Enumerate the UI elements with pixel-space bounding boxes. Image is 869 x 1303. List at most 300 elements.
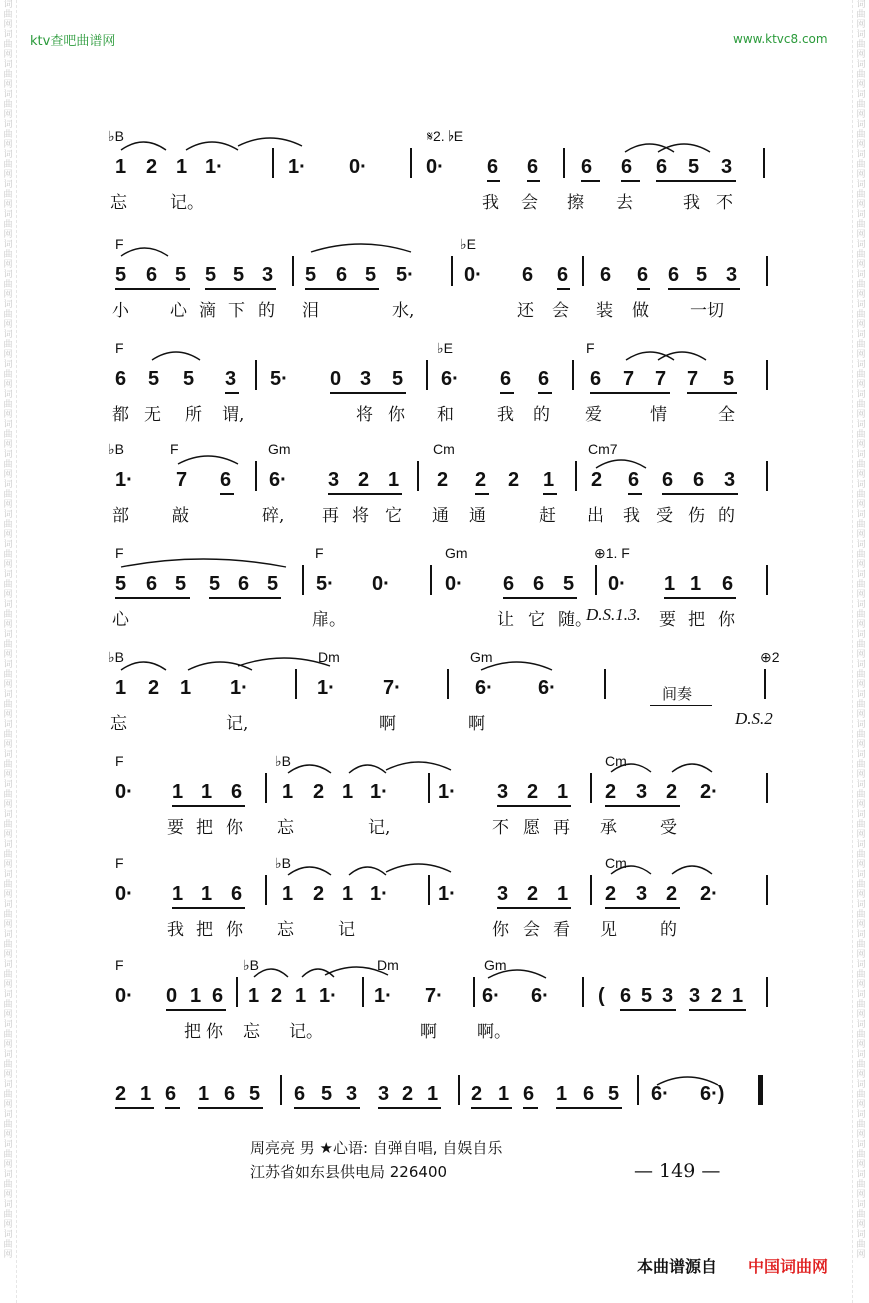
lyric-char: 随。 bbox=[558, 610, 592, 630]
margin-watermark-char: 曲 bbox=[856, 670, 866, 680]
margin-watermark-char: 网 bbox=[856, 980, 866, 990]
note: 6 bbox=[212, 985, 224, 1007]
margin-watermark-char: 词 bbox=[3, 270, 13, 280]
lyric-char: 把 bbox=[184, 1022, 201, 1042]
note: 2· bbox=[700, 883, 718, 905]
note: 7 bbox=[176, 469, 188, 491]
lyric-char: 出 bbox=[587, 506, 604, 526]
margin-watermark-char: 词 bbox=[3, 1200, 13, 1210]
margin-watermark-char: 网 bbox=[3, 770, 13, 780]
margin-watermark-char: 词 bbox=[3, 480, 13, 490]
note: 0· bbox=[349, 156, 367, 178]
margin-watermark-char: 曲 bbox=[3, 880, 13, 890]
note: 3 bbox=[346, 1083, 358, 1105]
lyric-char: 你 bbox=[718, 610, 735, 630]
margin-watermark-char: 曲 bbox=[3, 220, 13, 230]
note: 3 bbox=[689, 985, 701, 1007]
note: 3 bbox=[378, 1083, 390, 1105]
margin-watermark-char: 网 bbox=[3, 560, 13, 570]
note: 6 bbox=[523, 1083, 535, 1105]
margin-watermark-char: 曲 bbox=[856, 520, 866, 530]
margin-watermark-char: 词 bbox=[856, 1110, 866, 1120]
note: 6· bbox=[538, 677, 556, 699]
note: 0· bbox=[608, 573, 626, 595]
slur-arc bbox=[288, 765, 331, 773]
note: 3 bbox=[360, 368, 372, 390]
note: 6 bbox=[115, 368, 127, 390]
margin-watermark-char: 网 bbox=[856, 1070, 866, 1080]
note: 0· bbox=[426, 156, 444, 178]
note: 3 bbox=[497, 781, 509, 803]
note: 5 bbox=[115, 264, 127, 286]
lyric-char: 敲 bbox=[172, 506, 189, 526]
margin-watermark-char: 网 bbox=[856, 260, 866, 270]
margin-watermark-char: 词 bbox=[856, 720, 866, 730]
lyric-char: 它 bbox=[385, 506, 402, 526]
margin-watermark-char: 曲 bbox=[3, 790, 13, 800]
lyric-char: 受 bbox=[660, 818, 677, 838]
margin-watermark-char: 网 bbox=[856, 440, 866, 450]
margin-watermark-char: 词 bbox=[856, 150, 866, 160]
note: 2 bbox=[271, 985, 283, 1007]
margin-watermark-char: 网 bbox=[3, 1190, 13, 1200]
note: 1 bbox=[201, 883, 213, 905]
margin-watermark-char: 曲 bbox=[3, 310, 13, 320]
note: 6 bbox=[220, 469, 232, 491]
note: 6 bbox=[224, 1083, 236, 1105]
note: 5 bbox=[608, 1083, 620, 1105]
margin-watermark-char: 网 bbox=[3, 380, 13, 390]
slur-arc bbox=[288, 867, 331, 875]
note: 1 bbox=[557, 781, 569, 803]
margin-watermark-char: 网 bbox=[3, 800, 13, 810]
chord-symbol: Cm bbox=[605, 855, 627, 871]
note: 2 bbox=[527, 781, 539, 803]
note: 1· bbox=[317, 677, 335, 699]
margin-watermark-char: 网 bbox=[3, 530, 13, 540]
margin-watermark-char: 网 bbox=[3, 740, 13, 750]
margin-watermark-char: 词 bbox=[856, 960, 866, 970]
margin-watermark-char: 词 bbox=[856, 90, 866, 100]
note: 1 bbox=[342, 883, 354, 905]
margin-watermark-char: 网 bbox=[856, 950, 866, 960]
note: 6· bbox=[441, 368, 459, 390]
lyric-char: 你 bbox=[388, 405, 405, 425]
note: 6· bbox=[475, 677, 493, 699]
note: 5 bbox=[365, 264, 377, 286]
lyric-char: 会 bbox=[552, 301, 569, 321]
margin-watermark-char: 词 bbox=[3, 510, 13, 520]
margin-watermark-char: 词 bbox=[856, 420, 866, 430]
lyric-char: 赶 bbox=[539, 506, 556, 526]
margin-watermark-char: 网 bbox=[3, 440, 13, 450]
note: 2 bbox=[508, 469, 520, 491]
lyric-char: 和 bbox=[437, 405, 454, 425]
lyric-char: 我 bbox=[167, 920, 184, 940]
note: 2 bbox=[471, 1083, 483, 1105]
dal-segno-marking: D.S.2 bbox=[735, 709, 773, 728]
note: 1· bbox=[288, 156, 306, 178]
note: 6 bbox=[238, 573, 250, 595]
chord-symbol: Gm bbox=[470, 649, 493, 665]
lyric-char: 滴 bbox=[199, 301, 216, 321]
note: 6· bbox=[531, 985, 549, 1007]
slur-arc bbox=[658, 144, 710, 152]
margin-watermark-char: 曲 bbox=[856, 1120, 866, 1130]
slur-arc bbox=[349, 867, 386, 875]
margin-watermark-char: 曲 bbox=[3, 70, 13, 80]
chord-symbol: ♭B bbox=[108, 441, 124, 457]
note: 2 bbox=[527, 883, 539, 905]
lyric-char: 忘 bbox=[277, 818, 294, 838]
margin-watermark-char: 网 bbox=[856, 800, 866, 810]
lyric-char: 你 bbox=[492, 920, 509, 940]
source-site-link[interactable]: 中国词曲网 bbox=[748, 1257, 829, 1276]
margin-watermark-char: 网 bbox=[856, 80, 866, 90]
chord-symbol: F bbox=[115, 855, 124, 871]
margin-watermark-char: 曲 bbox=[856, 610, 866, 620]
dal-segno-marking: D.S.1.3. bbox=[586, 605, 641, 624]
note: 6 bbox=[231, 781, 243, 803]
margin-watermark-char: 曲 bbox=[3, 670, 13, 680]
margin-watermark-char: 网 bbox=[856, 1160, 866, 1170]
margin-watermark-char: 词 bbox=[856, 780, 866, 790]
margin-watermark-char: 曲 bbox=[3, 1150, 13, 1160]
margin-watermark-char: 词 bbox=[3, 750, 13, 760]
margin-watermark-char: 词 bbox=[856, 840, 866, 850]
margin-watermark-char: 网 bbox=[3, 830, 13, 840]
margin-watermark-char: 词 bbox=[3, 240, 13, 250]
lyric-char: 所 bbox=[185, 405, 202, 425]
note: 5· bbox=[396, 264, 414, 286]
chord-symbol: ⊕2 bbox=[760, 649, 780, 665]
slur-arc bbox=[611, 866, 651, 874]
lyric-char: 不 bbox=[716, 193, 733, 213]
margin-watermark-char: 曲 bbox=[856, 400, 866, 410]
lyric-char: 的 bbox=[718, 506, 735, 526]
lyric-char: 记 bbox=[338, 920, 355, 940]
margin-watermark-char: 词 bbox=[3, 780, 13, 790]
note: 3 bbox=[636, 883, 648, 905]
margin-watermark-char: 词 bbox=[3, 720, 13, 730]
margin-watermark-char: 曲 bbox=[856, 880, 866, 890]
margin-watermark-char: 词 bbox=[856, 180, 866, 190]
lyric-char: 碎, bbox=[262, 506, 285, 526]
lyric-char: 它 bbox=[528, 610, 545, 630]
note: 1 bbox=[388, 469, 400, 491]
note: 6 bbox=[656, 156, 668, 178]
note: 1 bbox=[556, 1083, 568, 1105]
margin-watermark-char: 曲 bbox=[856, 550, 866, 560]
margin-watermark-char: 词 bbox=[3, 600, 13, 610]
lyric-char: 不 bbox=[492, 818, 509, 838]
margin-watermark-char: 曲 bbox=[856, 220, 866, 230]
note: 1 bbox=[498, 1083, 510, 1105]
lyric-char: 啊。 bbox=[477, 1022, 511, 1042]
margin-watermark-char: 词 bbox=[3, 390, 13, 400]
margin-watermark-char: 词 bbox=[3, 1170, 13, 1180]
margin-watermark-char: 曲 bbox=[856, 1240, 866, 1250]
note: 2 bbox=[146, 156, 158, 178]
slur-arc bbox=[386, 864, 451, 872]
margin-watermark-char: 曲 bbox=[3, 130, 13, 140]
margin-watermark-char: 网 bbox=[3, 680, 13, 690]
margin-watermark-char: 曲 bbox=[856, 1090, 866, 1100]
margin-watermark-char: 网 bbox=[3, 350, 13, 360]
margin-watermark-char: 曲 bbox=[3, 640, 13, 650]
margin-watermark-char: 曲 bbox=[3, 580, 13, 590]
margin-watermark-char: 词 bbox=[856, 1230, 866, 1240]
margin-watermark-char: 词 bbox=[856, 990, 866, 1000]
note: 1· bbox=[438, 781, 456, 803]
note: 6 bbox=[722, 573, 734, 595]
margin-watermark-char: 网 bbox=[856, 1010, 866, 1020]
note: 3 bbox=[497, 883, 509, 905]
lyric-char: 装 bbox=[596, 301, 613, 321]
lyric-char: 的 bbox=[258, 301, 275, 321]
note: 0· bbox=[464, 264, 482, 286]
note: 1 bbox=[190, 985, 202, 1007]
lyric-char: 忘 bbox=[110, 193, 127, 213]
margin-watermark-char: 曲 bbox=[856, 10, 866, 20]
note: 6 bbox=[581, 156, 593, 178]
lyric-char: 啊 bbox=[420, 1022, 437, 1042]
slur-arc bbox=[658, 352, 706, 360]
note: 1· bbox=[230, 677, 248, 699]
note: 5 bbox=[563, 573, 575, 595]
note: 6· bbox=[269, 469, 287, 491]
lyric-char: 记, bbox=[226, 714, 249, 734]
note: 6· bbox=[651, 1083, 669, 1105]
watermark-right: www.ktvc8.com bbox=[733, 32, 828, 46]
margin-watermark-char: 曲 bbox=[856, 130, 866, 140]
margin-watermark-char: 词 bbox=[856, 120, 866, 130]
note: 0· bbox=[372, 573, 390, 595]
margin-watermark-char: 曲 bbox=[856, 40, 866, 50]
note: 0· bbox=[115, 781, 133, 803]
note: 5 bbox=[696, 264, 708, 286]
margin-watermark-char: 词 bbox=[3, 120, 13, 130]
margin-watermark-char: 词 bbox=[856, 570, 866, 580]
note: 0· bbox=[445, 573, 463, 595]
margin-watermark-char: 曲 bbox=[856, 1030, 866, 1040]
chord-symbol: Gm bbox=[445, 545, 468, 561]
margin-watermark-char: 网 bbox=[856, 890, 866, 900]
note: 2 bbox=[148, 677, 160, 699]
margin-watermark-char: 词 bbox=[3, 1020, 13, 1030]
note: 1 bbox=[282, 781, 294, 803]
note: 3 bbox=[724, 469, 736, 491]
margin-watermark-char: 词 bbox=[856, 1080, 866, 1090]
margin-watermark-char: 词 bbox=[3, 870, 13, 880]
chord-symbol: F bbox=[115, 957, 124, 973]
margin-watermark-char: 网 bbox=[3, 890, 13, 900]
margin-watermark-char: 曲 bbox=[3, 370, 13, 380]
note: 3 bbox=[721, 156, 733, 178]
margin-watermark-char: 网 bbox=[856, 350, 866, 360]
lyric-char: 爱 bbox=[585, 405, 602, 425]
margin-watermark-char: 曲 bbox=[856, 970, 866, 980]
margin-watermark-char: 词 bbox=[856, 30, 866, 40]
note: 6 bbox=[146, 264, 158, 286]
margin-watermark-char: 词 bbox=[856, 900, 866, 910]
interlude-label: 间奏 bbox=[662, 685, 693, 703]
margin-watermark-char: 曲 bbox=[3, 160, 13, 170]
margin-watermark-char: 网 bbox=[3, 1250, 13, 1260]
note: 1 bbox=[115, 677, 127, 699]
note: 5 bbox=[175, 264, 187, 286]
margin-watermark-char: 曲 bbox=[3, 340, 13, 350]
note: 2 bbox=[115, 1083, 127, 1105]
lyric-char: 下 bbox=[228, 301, 245, 321]
margin-watermark-char: 网 bbox=[856, 590, 866, 600]
margin-watermark-char: 网 bbox=[3, 710, 13, 720]
margin-watermark-char: 网 bbox=[856, 1100, 866, 1110]
lyric-char: 通 bbox=[469, 506, 486, 526]
chord-symbol: Cm bbox=[433, 441, 455, 457]
note: 2 bbox=[605, 883, 617, 905]
margin-watermark-char: 曲 bbox=[856, 1000, 866, 1010]
margin-watermark-char: 网 bbox=[3, 290, 13, 300]
margin-watermark-char: 曲 bbox=[3, 520, 13, 530]
slur-arc bbox=[121, 662, 166, 670]
margin-watermark-char: 网 bbox=[3, 200, 13, 210]
margin-watermark-char: 词 bbox=[856, 810, 866, 820]
note: 5· bbox=[270, 368, 288, 390]
chord-symbol: ♭B bbox=[275, 855, 291, 871]
credit-author: 周亮亮 男 ★心语: 自弹自唱, 自娱自乐 bbox=[250, 1139, 503, 1157]
note: 5 bbox=[183, 368, 195, 390]
margin-watermark-char: 网 bbox=[3, 50, 13, 60]
slur-arc bbox=[672, 866, 712, 874]
margin-watermark-char: 网 bbox=[3, 80, 13, 90]
margin-watermark-char: 网 bbox=[856, 620, 866, 630]
margin-watermark-char: 曲 bbox=[856, 1210, 866, 1220]
lyric-char: 承 bbox=[600, 818, 617, 838]
margin-watermark-char: 网 bbox=[856, 50, 866, 60]
slur-arc bbox=[611, 764, 651, 772]
margin-watermark-char: 网 bbox=[3, 110, 13, 120]
note: 2 bbox=[605, 781, 617, 803]
lyric-char: 伤 bbox=[688, 506, 705, 526]
note: 5 bbox=[205, 264, 217, 286]
margin-watermark-char: 词 bbox=[856, 540, 866, 550]
margin-watermark-char: 网 bbox=[3, 620, 13, 630]
slur-arc bbox=[626, 352, 674, 360]
lyric-char: 我 bbox=[623, 506, 640, 526]
lyric-char: 谓, bbox=[222, 405, 245, 425]
margin-watermark-char: 曲 bbox=[856, 580, 866, 590]
note: 7 bbox=[623, 368, 635, 390]
chord-symbol: ♭B bbox=[243, 957, 259, 973]
note: 0 bbox=[330, 368, 342, 390]
lyric-char: 都 bbox=[112, 405, 129, 425]
note: 2 bbox=[711, 985, 723, 1007]
note: 5 bbox=[115, 573, 127, 595]
margin-watermark-char: 曲 bbox=[856, 280, 866, 290]
margin-watermark-char: 词 bbox=[856, 870, 866, 880]
slur-arc bbox=[596, 460, 646, 468]
margin-watermark-char: 网 bbox=[856, 770, 866, 780]
note: 5 bbox=[723, 368, 735, 390]
margin-watermark-char: 曲 bbox=[856, 160, 866, 170]
margin-watermark-char: 网 bbox=[856, 560, 866, 570]
margin-watermark-char: 词 bbox=[856, 690, 866, 700]
note: 6 bbox=[628, 469, 640, 491]
margin-watermark-char: 网 bbox=[856, 140, 866, 150]
lyric-char: 忘 bbox=[243, 1022, 260, 1042]
chord-symbol: Dm bbox=[377, 957, 399, 973]
note: 6 bbox=[590, 368, 602, 390]
note: 6 bbox=[583, 1083, 595, 1105]
note: 5 bbox=[148, 368, 160, 390]
note: 1 bbox=[176, 156, 188, 178]
note: 7 bbox=[687, 368, 699, 390]
margin-watermark-char: 网 bbox=[856, 830, 866, 840]
margin-watermark-char: 词 bbox=[3, 960, 13, 970]
note: 1 bbox=[140, 1083, 152, 1105]
margin-watermark-char: 词 bbox=[3, 60, 13, 70]
margin-watermark-char: 词 bbox=[3, 30, 13, 40]
note: 6 bbox=[637, 264, 649, 286]
note: 1· bbox=[370, 781, 388, 803]
margin-watermark-char: 曲 bbox=[3, 250, 13, 260]
margin-watermark-char: 曲 bbox=[3, 430, 13, 440]
margin-watermark-char: 网 bbox=[856, 1190, 866, 1200]
lyric-char: 心 bbox=[170, 301, 187, 321]
note: 5· bbox=[316, 573, 334, 595]
lyric-char: 见 bbox=[600, 920, 617, 940]
margin-watermark-char: 网 bbox=[3, 260, 13, 270]
note: 6 bbox=[500, 368, 512, 390]
note: 1 bbox=[690, 573, 702, 595]
margin-watermark-char: 词 bbox=[3, 210, 13, 220]
lyric-char: 部 bbox=[112, 506, 129, 526]
margin-watermark-char: 词 bbox=[856, 450, 866, 460]
margin-watermark-char: 网 bbox=[856, 710, 866, 720]
margin-watermark-char: 词 bbox=[856, 930, 866, 940]
chord-symbol: F bbox=[170, 441, 179, 457]
slur-arc bbox=[254, 969, 288, 977]
note: 6 bbox=[668, 264, 680, 286]
lyric-char: 让 bbox=[497, 610, 514, 630]
slur-arc bbox=[188, 662, 252, 670]
slur-arc bbox=[386, 762, 451, 770]
note: 1· bbox=[115, 469, 133, 491]
margin-watermark-char: 词 bbox=[856, 390, 866, 400]
chord-symbol: F bbox=[586, 340, 595, 356]
lyric-char: 你 bbox=[206, 1022, 223, 1042]
lyric-char: 把 bbox=[196, 818, 213, 838]
chord-symbol: ♭B bbox=[275, 753, 291, 769]
note: 3 bbox=[726, 264, 738, 286]
margin-watermark-char: 曲 bbox=[3, 820, 13, 830]
lyric-char: 忘 bbox=[277, 920, 294, 940]
chord-symbol: F bbox=[115, 340, 124, 356]
note: 5 bbox=[321, 1083, 333, 1105]
note: 1 bbox=[664, 573, 676, 595]
margin-watermark-char: 网 bbox=[3, 320, 13, 330]
margin-watermark-char: 词 bbox=[3, 420, 13, 430]
margin-watermark-char: 网 bbox=[3, 230, 13, 240]
note: 5 bbox=[392, 368, 404, 390]
lyric-char: 再 bbox=[553, 818, 570, 838]
chord-symbol: ♭E bbox=[437, 340, 453, 356]
margin-watermark-char: 曲 bbox=[3, 1090, 13, 1100]
margin-watermark-char: 词 bbox=[856, 240, 866, 250]
margin-watermark-char: 曲 bbox=[3, 610, 13, 620]
margin-watermark-char: 词 bbox=[3, 0, 13, 10]
